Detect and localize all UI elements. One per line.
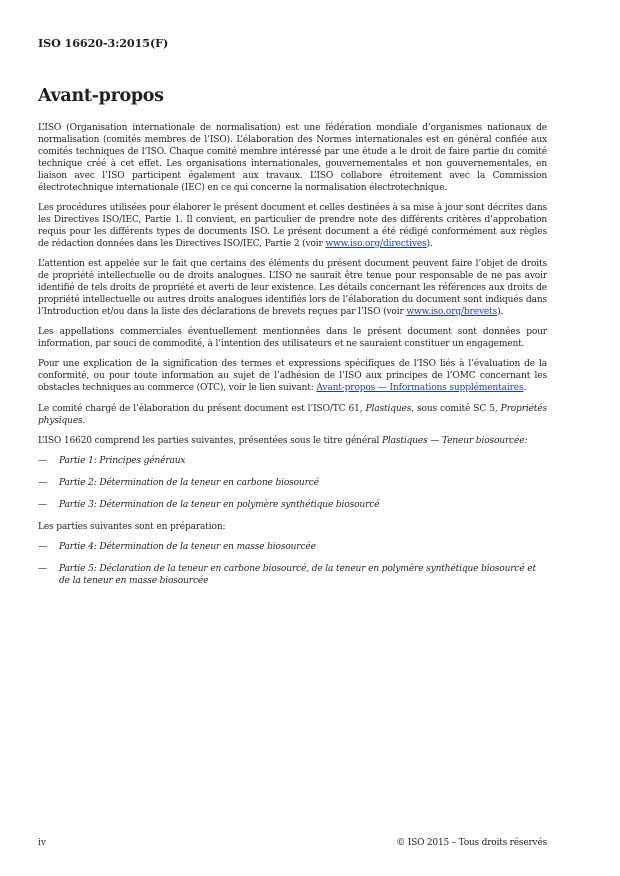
preparation-parts-list — [38, 542, 547, 588]
link-directives[interactable]: www.iso.org/directives — [325, 238, 427, 249]
list-item: — Partie 4: Détermination de la teneur en masse biosourcée — [38, 542, 316, 553]
dash-bullet: — — [38, 456, 47, 467]
paragraph-procedures: Les procédures utilisées pour élaborer le présent document et celles destinées à sa mise à jour sont décrites dans les Directives ISO/IEC, Partie 1. Il convient, en particulier de prendre note des différents critères d’approbation requis pour les différents types de documents ISO. Le présent document a été rédigé conformément aux règles de rédaction données dans les Directives ISO/IEC, Partie 2 (voir www.iso.org/directives). — [38, 202, 547, 249]
paragraph-preparation: Les parties suivantes sont en préparation: — [38, 522, 226, 533]
dash-bullet: — — [38, 542, 47, 553]
list-item: — Partie 3: Détermination de la teneur en polymère synthétique biosourcé — [38, 500, 380, 511]
foreword-body — [38, 123, 547, 598]
paragraph-trade-names: Les appellations commerciales éventuellement mentionnées dans le présent document sont données pour information, par souci de commodité, à l’intention des utilisateurs et ne sauraient constituer un engagement. — [38, 327, 547, 349]
link-avant-propos-info[interactable]: Avant-propos — Informations supplémentaires — [316, 383, 524, 394]
dash-bullet: — — [38, 564, 47, 575]
paragraph-patents: L’attention est appelée sur le fait que certains des éléments du présent document peuvent faire l’objet de droits de propriété intellectuelle ou de droits analogues. L’ISO ne saurait être tenue pour responsable de ne pas avoir identifié de tels droits de propriété et averti de leur existence. Les détails concernant les références aux droits de propriété intellectuelle ou autres droits analogues identifiés lors de l’élaboration du document sont indiqués dans l’Introduction et/ou dans la liste des déclarations de brevets reçues par l’ISO (voir www.iso.org/brevets). — [38, 259, 547, 317]
list-item: — Partie 2: Détermination de la teneur en carbone biosourcé — [38, 478, 319, 489]
link-brevets[interactable]: www.iso.org/brevets — [406, 306, 498, 317]
paragraph-iso-intro: L’ISO (Organisation internationale de normalisation) est une fédération mondiale d’organismes nationaux de normalisation (comités membres de l’ISO). L’élaboration des Normes internationales est en général confiée aux comités techniques de l’ISO. Chaque comité membre intéressé par une étude a le droit de faire partie du comité technique créé à cet effet. Les organisations internationales, gouvernementales et non gouvernementales, en liaison avec l’ISO participent également aux travaux. L’ISO collabore étroitement avec la Commission électrotechnique internationale (IEC) en ce qui concerne la normalisation électrotechnique. — [38, 123, 547, 193]
page-title: Avant-propos — [38, 86, 164, 106]
dash-bullet: — — [38, 500, 47, 511]
list-item: — Partie 1: Principes généraux — [38, 456, 186, 467]
dash-bullet: — — [38, 478, 47, 489]
document-identifier: ISO 16620-3:2015(F) — [38, 36, 169, 50]
copyright-notice: © ISO 2015 – Tous droits réservés — [396, 838, 547, 848]
published-parts-list — [38, 456, 547, 512]
paragraph-conformity: Pour une explication de la signification des termes et expressions spécifiques de l’ISO liés à l’évaluation de la conformité, ou pour toute information au sujet de l’adhésion de l’ISO aux principes de l’OMC concernant les obstacles techniques au commerce (OTC), voir le lien suivant: Avant-propos — Informations supplémentaires. — [38, 359, 547, 394]
page-number: iv — [38, 838, 46, 848]
paragraph-parts-intro: L’ISO 16620 comprend les parties suivantes, présentées sous le titre général Plastiques — Teneur biosourcée: — [38, 435, 528, 446]
paragraph-committee: Le comité chargé de l’élaboration du présent document est l’ISO/TC 61, Plastiques, sous comité SC 5, Propriétés physiques. — [38, 403, 547, 426]
list-item: — Partie 5: Déclaration de la teneur en carbone biosourcé, de la teneur en polymère synthétique biosourcé et de la teneur en masse biosourcée — [38, 564, 536, 587]
